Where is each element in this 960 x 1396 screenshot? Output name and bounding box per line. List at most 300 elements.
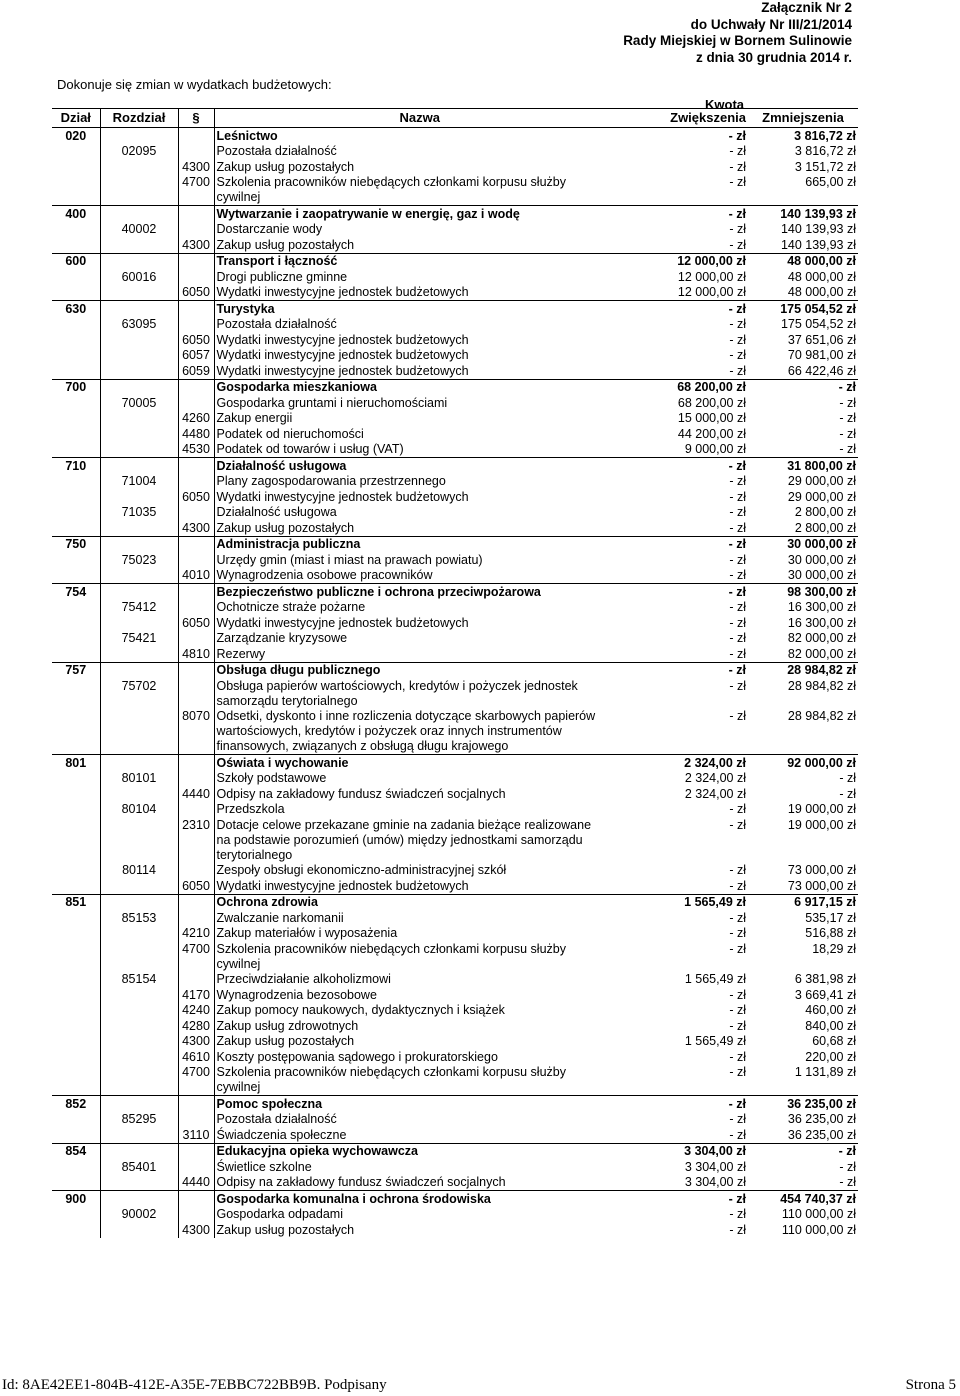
table-row — [52, 332, 858, 348]
rozdzial-code — [100, 1018, 178, 1034]
paragraf-code: 4210 — [178, 926, 214, 942]
dzial-code — [52, 802, 100, 818]
increase-amount: - zł — [729, 317, 746, 331]
decrease-amount: 175 054,52 zł — [748, 301, 858, 317]
item-name: Ochotnicze straże pożarne — [216, 600, 366, 614]
dzial-code — [52, 817, 100, 863]
rozdzial-code — [100, 536, 178, 552]
item-name: Dostarczanie wody — [216, 222, 323, 236]
table-row — [52, 536, 858, 552]
item-name: Zespoły obsługi ekonomiczno-administracyjnej szkół — [216, 863, 507, 877]
item-name: Zakup pomocy naukowych, dydaktycznych i książek — [216, 1003, 505, 1017]
increase-amount: - zł — [729, 568, 746, 582]
table-row — [52, 206, 858, 222]
dzial-code — [52, 863, 100, 879]
increase-amount: 1 565,49 zł — [684, 1034, 746, 1048]
increase-amount: - zł — [729, 941, 746, 956]
item-name: Wydatki inwestycyjne jednostek budżetowych — [216, 878, 469, 893]
increase-amount: - zł — [729, 631, 746, 645]
decrease-amount: - zł — [748, 1143, 858, 1159]
item-name: Zakup usług pozostałych — [216, 237, 355, 252]
rozdzial-code: 60016 — [100, 269, 178, 285]
rozdzial-code — [100, 332, 178, 348]
item-name: Szkolenia pracowników niebędących członkami korpusu służby cywilnej — [216, 941, 566, 971]
dzial-code: 600 — [52, 253, 100, 269]
increase-amount: - zł — [729, 222, 746, 236]
dzial-code — [52, 600, 100, 616]
table-row — [52, 253, 858, 269]
decrease-amount: 535,17 zł — [805, 910, 856, 925]
decrease-amount: 28 984,82 zł — [787, 709, 856, 723]
increase-amount: 2 324,00 zł — [625, 755, 748, 771]
dzial-code — [52, 1207, 100, 1223]
increase-amount: 2 324,00 zł — [684, 786, 746, 801]
dzial-code — [52, 159, 100, 175]
page-number: Strona 5 — [905, 1377, 956, 1393]
decrease-amount: 220,00 zł — [805, 1049, 856, 1064]
rozdzial-code: 75023 — [100, 552, 178, 568]
item-name: Dotacje celowe przekazane gminie na zadania bieżące realizowane na podstawie porozumień (umów) między jednostkami samorządu terytorialnego — [216, 817, 592, 862]
table-row — [52, 678, 858, 709]
decrease-amount: 28 984,82 zł — [787, 678, 856, 693]
increase-amount: 2 324,00 zł — [684, 771, 746, 785]
paragraf-code: 2310 — [178, 817, 214, 863]
increase-amount: 44 200,00 zł — [677, 426, 746, 441]
table-row — [52, 1018, 858, 1034]
decrease-amount: - zł — [839, 771, 856, 785]
item-name: Gospodarka komunalna i ochrona środowiska — [214, 1191, 625, 1207]
item-name: Gospodarka gruntami i nieruchomościami — [216, 395, 448, 410]
rozdzial-code — [100, 709, 178, 755]
paragraf-code — [178, 1191, 214, 1207]
table-row — [52, 584, 858, 600]
decrease-amount: 460,00 zł — [805, 1003, 856, 1017]
paragraf-code: 6050 — [178, 878, 214, 894]
table-row — [52, 285, 858, 301]
decrease-amount: 19 000,00 zł — [787, 817, 856, 832]
dzial-code: 801 — [52, 755, 100, 771]
table-row — [52, 1175, 858, 1191]
rozdzial-code — [100, 1034, 178, 1050]
dzial-code — [52, 348, 100, 364]
table-row — [52, 662, 858, 678]
paragraf-code: 6050 — [178, 489, 214, 505]
paragraf-code — [178, 206, 214, 222]
paragraf-code — [178, 317, 214, 333]
decrease-amount: 665,00 zł — [805, 175, 856, 189]
item-name: Obsługa długu publicznego — [214, 662, 625, 678]
paragraf-code: 4300 — [178, 237, 214, 253]
col-header-nazwa: Nazwa — [214, 109, 625, 128]
item-name: Pozostała działalność — [216, 144, 337, 158]
table-row — [52, 1127, 858, 1143]
decrease-amount: 82 000,00 zł — [787, 646, 856, 661]
increase-amount: - zł — [625, 206, 748, 222]
dzial-code — [52, 926, 100, 942]
item-name: Drogi publiczne gminne — [216, 269, 348, 284]
decrease-amount: - zł — [839, 411, 856, 425]
table-row — [52, 317, 858, 333]
increase-amount: - zł — [729, 910, 746, 925]
table-row — [52, 771, 858, 787]
decrease-amount: - zł — [748, 379, 858, 395]
item-name: Odsetki, dyskonto i inne rozliczenia dotyczące skarbowych papierów wartościowych, kredytów i pożyczek oraz innych instrumentów finansowych, związanych z obsługą długu krajowego — [216, 709, 596, 753]
item-name: Urzędy gmin (miast i miast na prawach powiatu) — [216, 552, 483, 567]
item-name: Wytwarzanie i zaopatrywanie w energię, gaz i wodę — [214, 206, 625, 222]
paragraf-code — [178, 894, 214, 910]
dzial-code: 854 — [52, 1143, 100, 1159]
document-id: Id: 8AE42EE1-804B-412E-A35E-7EBBC722BB9B. Podpisany — [2, 1377, 387, 1393]
dzial-code — [52, 1049, 100, 1065]
increase-amount: 3 304,00 zł — [625, 1143, 748, 1159]
increase-amount: - zł — [625, 536, 748, 552]
increase-amount: - zł — [729, 615, 746, 630]
decrease-amount: 19 000,00 zł — [787, 802, 856, 816]
table-row — [52, 1034, 858, 1050]
paragraf-code: 4300 — [178, 1034, 214, 1050]
rozdzial-code — [100, 878, 178, 894]
paragraf-code: 6057 — [178, 348, 214, 364]
dzial-code — [52, 474, 100, 490]
col-header-zwiekszenia: Zwiększenia — [625, 109, 748, 128]
increase-amount: - zł — [729, 878, 746, 893]
paragraf-code — [178, 269, 214, 285]
decrease-amount: 36 235,00 zł — [787, 1127, 856, 1142]
decrease-amount: 48 000,00 zł — [748, 253, 858, 269]
increase-amount: - zł — [729, 709, 746, 723]
item-name: Pozostała działalność — [216, 317, 337, 331]
increase-amount: - zł — [625, 662, 748, 678]
decrease-amount: 30 000,00 zł — [748, 536, 858, 552]
item-name: Zakup usług pozostałych — [216, 1222, 355, 1237]
paragraf-code: 4300 — [178, 520, 214, 536]
increase-amount: - zł — [729, 863, 746, 877]
dzial-code — [52, 615, 100, 631]
header-line-3: Rady Miejskiej w Bornem Sulinowie — [623, 33, 852, 48]
dzial-code — [52, 1034, 100, 1050]
item-name: Zakup usług zdrowotnych — [216, 1018, 359, 1033]
dzial-code — [52, 237, 100, 253]
decrease-amount: 140 139,93 zł — [780, 237, 856, 252]
paragraf-code — [178, 253, 214, 269]
paragraf-code — [178, 755, 214, 771]
item-name: Działalność usługowa — [214, 458, 625, 474]
table-row — [52, 269, 858, 285]
dzial-code — [52, 646, 100, 662]
dzial-code: 700 — [52, 379, 100, 395]
increase-amount: - zł — [729, 144, 746, 158]
paragraf-code — [178, 144, 214, 160]
dzial-code: 710 — [52, 458, 100, 474]
table-row — [52, 910, 858, 926]
dzial-code — [52, 363, 100, 379]
increase-amount: - zł — [729, 175, 746, 189]
item-name: Wydatki inwestycyjne jednostek budżetowych — [216, 615, 469, 630]
rozdzial-code: 85154 — [100, 972, 178, 988]
decrease-amount: 48 000,00 zł — [787, 285, 856, 299]
paragraf-code — [178, 863, 214, 879]
increase-amount: - zł — [729, 1049, 746, 1064]
paragraf-code: 4610 — [178, 1049, 214, 1065]
paragraf-code — [178, 1112, 214, 1128]
table-row — [52, 1207, 858, 1223]
increase-amount: - zł — [729, 332, 746, 347]
item-name: Świadczenia społeczne — [216, 1127, 347, 1142]
dzial-code — [52, 489, 100, 505]
item-name: Świetlice szkolne — [216, 1159, 312, 1174]
table-row — [52, 1096, 858, 1112]
rozdzial-code — [100, 941, 178, 972]
rozdzial-code — [100, 568, 178, 584]
item-name: Szkoły podstawowe — [216, 771, 327, 785]
table-row — [52, 363, 858, 379]
item-name: Ochrona zdrowia — [214, 894, 625, 910]
rozdzial-code: 75702 — [100, 678, 178, 709]
paragraf-code — [178, 1207, 214, 1223]
dzial-code — [52, 1127, 100, 1143]
rozdzial-code: 85153 — [100, 910, 178, 926]
item-name: Turystyka — [214, 301, 625, 317]
dzial-code — [52, 1222, 100, 1238]
increase-amount: - zł — [729, 520, 746, 535]
rozdzial-code — [100, 489, 178, 505]
table-row — [52, 301, 858, 317]
item-name: Zwalczanie narkomanii — [216, 910, 344, 925]
item-name: Wydatki inwestycyjne jednostek budżetowych — [216, 363, 469, 378]
header-line-2: do Uchwały Nr III/21/2014 — [690, 16, 852, 32]
item-name: Zakup materiałów i wyposażenia — [216, 926, 398, 940]
dzial-code — [52, 941, 100, 972]
decrease-amount: 66 422,46 zł — [787, 363, 856, 378]
item-name: Podatek od towarów i usług (VAT) — [216, 442, 404, 456]
table-row — [52, 458, 858, 474]
decrease-amount: 48 000,00 zł — [787, 269, 856, 284]
item-name: Obsługa papierów wartościowych, kredytów i pożyczek jednostek samorządu terytorialnego — [216, 678, 578, 708]
increase-amount: - zł — [729, 489, 746, 504]
paragraf-code — [178, 536, 214, 552]
decrease-amount: 82 000,00 zł — [787, 631, 856, 645]
rozdzial-code — [100, 458, 178, 474]
table-row — [52, 1191, 858, 1207]
paragraf-code — [178, 552, 214, 568]
paragraf-code: 4440 — [178, 1175, 214, 1191]
item-name: Szkolenia pracowników niebędących członkami korpusu służby cywilnej — [216, 1065, 566, 1094]
increase-amount: 3 304,00 zł — [684, 1175, 746, 1189]
paragraf-code: 8070 — [178, 709, 214, 755]
paragraf-code: 4700 — [178, 941, 214, 972]
item-name: Bezpieczeństwo publiczne i ochrona przeciwpożarowa — [214, 584, 625, 600]
increase-amount: - zł — [729, 1127, 746, 1142]
decrease-amount: 3 151,72 zł — [794, 159, 856, 174]
decrease-amount: - zł — [839, 1159, 856, 1174]
paragraf-code — [178, 1143, 214, 1159]
dzial-code — [52, 426, 100, 442]
dzial-code — [52, 987, 100, 1003]
item-name: Leśnictwo — [216, 128, 278, 143]
decrease-amount: 98 300,00 zł — [748, 584, 858, 600]
dzial-code — [52, 631, 100, 647]
item-name: Pozostała działalność — [216, 1112, 337, 1126]
rozdzial-code: 63095 — [100, 317, 178, 333]
table-body — [52, 128, 858, 1238]
paragraf-code: 6050 — [178, 285, 214, 301]
rozdzial-code: 85295 — [100, 1112, 178, 1128]
rozdzial-code — [100, 175, 178, 206]
decrease-amount: 16 300,00 zł — [787, 615, 856, 630]
rozdzial-code — [100, 1191, 178, 1207]
increase-amount: 3 304,00 zł — [684, 1159, 746, 1174]
paragraf-code — [178, 379, 214, 395]
item-name: Wydatki inwestycyjne jednostek budżetowych — [216, 332, 469, 347]
paragraf-code — [178, 128, 214, 144]
decrease-amount: 29 000,00 zł — [787, 474, 856, 488]
table-row — [52, 426, 858, 442]
item-name: Zakup energii — [216, 411, 293, 425]
dzial-code: 852 — [52, 1096, 100, 1112]
paragraf-code — [178, 802, 214, 818]
paragraf-code: 4260 — [178, 411, 214, 427]
item-name: Szkolenia pracowników niebędących członkami korpusu służby cywilnej — [216, 175, 566, 204]
rozdzial-code — [100, 615, 178, 631]
decrease-amount: 175 054,52 zł — [780, 317, 856, 331]
decrease-amount: 6 381,98 zł — [794, 972, 856, 986]
col-header-zmniejszenia: Zmniejszenia — [748, 109, 858, 128]
item-name: Wynagrodzenia osobowe pracowników — [216, 568, 433, 582]
item-name: Zakup usług pozostałych — [216, 1034, 355, 1048]
paragraf-code: 4700 — [178, 1065, 214, 1096]
increase-amount: - zł — [728, 128, 746, 143]
rozdzial-code — [100, 926, 178, 942]
table-header-row — [52, 109, 858, 128]
rozdzial-code — [100, 894, 178, 910]
dzial-code: 900 — [52, 1191, 100, 1207]
table-row — [52, 802, 858, 818]
paragraf-code — [178, 395, 214, 411]
increase-amount: 1 565,49 zł — [625, 894, 748, 910]
table-row — [52, 1159, 858, 1175]
dzial-code — [52, 1065, 100, 1096]
rozdzial-code — [100, 285, 178, 301]
rozdzial-code: 71004 — [100, 474, 178, 490]
rozdzial-code: 85401 — [100, 1159, 178, 1175]
increase-amount: - zł — [729, 159, 746, 174]
decrease-amount: 2 800,00 zł — [794, 520, 856, 535]
paragraf-code — [178, 631, 214, 647]
table-row — [52, 878, 858, 894]
paragraf-code: 4170 — [178, 987, 214, 1003]
decrease-amount: 454 740,37 zł — [748, 1191, 858, 1207]
decrease-amount: 36 235,00 zł — [787, 1112, 856, 1126]
dzial-code — [52, 552, 100, 568]
decrease-amount: 73 000,00 zł — [787, 878, 856, 893]
table-row — [52, 1065, 858, 1096]
paragraf-code: 6050 — [178, 332, 214, 348]
item-name: Wynagrodzenia bezosobowe — [216, 987, 377, 1002]
dzial-code — [52, 442, 100, 458]
decrease-amount: 30 000,00 zł — [787, 552, 856, 567]
decrease-amount: - zł — [839, 786, 856, 801]
increase-amount: - zł — [729, 552, 746, 567]
rozdzial-code — [100, 1096, 178, 1112]
paragraf-code — [178, 222, 214, 238]
item-name: Rezerwy — [216, 646, 266, 661]
rozdzial-code — [100, 301, 178, 317]
increase-amount: - zł — [729, 1065, 746, 1079]
paragraf-code — [178, 1096, 214, 1112]
table-row — [52, 709, 858, 755]
table-row — [52, 631, 858, 647]
rozdzial-code: 02095 — [100, 144, 178, 160]
item-name: Gospodarka odpadami — [216, 1207, 343, 1221]
paragraf-code: 4810 — [178, 646, 214, 662]
paragraf-code: 4300 — [178, 1222, 214, 1238]
item-name: Koszty postępowania sądowego i prokuratorskiego — [216, 1049, 498, 1064]
increase-amount: - zł — [625, 584, 748, 600]
table-row — [52, 552, 858, 568]
decrease-amount: 6 917,15 zł — [748, 894, 858, 910]
item-name: Administracja publiczna — [214, 536, 625, 552]
increase-amount: - zł — [729, 348, 746, 362]
item-name: Pomoc społeczna — [214, 1096, 625, 1112]
paragraf-code — [178, 584, 214, 600]
item-name: Odpisy na zakładowy fundusz świadczeń socjalnych — [216, 1175, 506, 1189]
rozdzial-code: 40002 — [100, 222, 178, 238]
dzial-code — [52, 411, 100, 427]
decrease-amount: - zł — [839, 442, 856, 456]
paragraf-code — [178, 910, 214, 926]
decrease-amount: 3 816,72 zł — [794, 144, 856, 158]
paragraf-code — [178, 662, 214, 678]
increase-amount: - zł — [729, 474, 746, 488]
table-row — [52, 568, 858, 584]
rozdzial-code — [100, 411, 178, 427]
table-row — [52, 646, 858, 662]
table-row — [52, 175, 858, 206]
decrease-amount: - zł — [839, 395, 856, 410]
item-name: Zakup usług pozostałych — [216, 520, 355, 535]
decrease-amount: 110 000,00 zł — [781, 1222, 856, 1237]
increase-amount: - zł — [729, 1207, 746, 1221]
dzial-code — [52, 520, 100, 536]
increase-amount: - zł — [729, 678, 746, 693]
decrease-amount: 16 300,00 zł — [787, 600, 856, 614]
table-row — [52, 1049, 858, 1065]
table-row — [52, 489, 858, 505]
increase-amount: - zł — [729, 1222, 746, 1237]
rozdzial-code — [100, 1222, 178, 1238]
rozdzial-code — [100, 1065, 178, 1096]
table-row — [52, 926, 858, 942]
dzial-code — [52, 771, 100, 787]
paragraf-code: 4010 — [178, 568, 214, 584]
increase-amount: - zł — [729, 1018, 746, 1033]
dzial-code — [52, 678, 100, 709]
table-row — [52, 755, 858, 771]
dzial-code: 630 — [52, 301, 100, 317]
item-name: Wydatki inwestycyjne jednostek budżetowych — [216, 285, 469, 299]
increase-amount: - zł — [729, 505, 746, 519]
decrease-amount: 92 000,00 zł — [748, 755, 858, 771]
rozdzial-code — [100, 987, 178, 1003]
rozdzial-code — [100, 584, 178, 600]
table-row — [52, 442, 858, 458]
increase-amount: 9 000,00 zł — [684, 442, 746, 456]
table-row — [52, 600, 858, 616]
paragraf-code: 4240 — [178, 1003, 214, 1019]
dzial-code — [52, 395, 100, 411]
dzial-code — [52, 1112, 100, 1128]
decrease-amount: 1 131,89 zł — [794, 1065, 856, 1079]
